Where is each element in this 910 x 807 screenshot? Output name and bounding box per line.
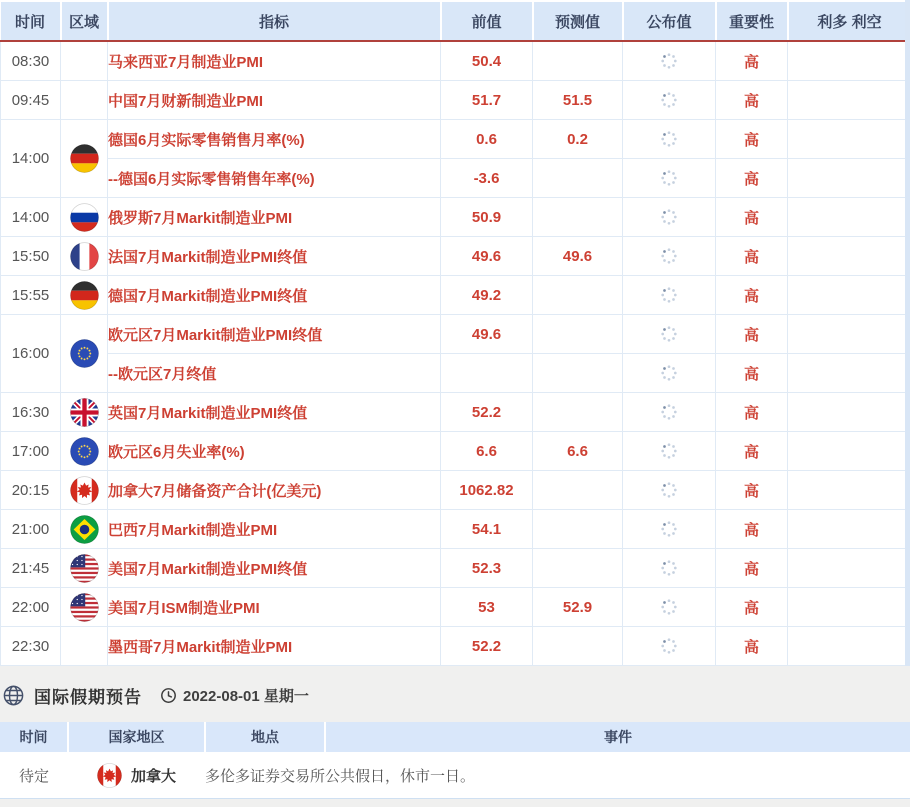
- loading-spinner-icon: [660, 598, 678, 616]
- hol-col-location: 地点: [205, 722, 325, 752]
- bull-bear-cell: [788, 237, 910, 276]
- published-value-cell: [623, 549, 716, 588]
- calendar-row: [1, 237, 910, 276]
- region-flag-cell: [61, 588, 108, 627]
- time-cell: 08:30: [1, 41, 61, 81]
- calendar-row: [1, 510, 910, 549]
- region-flag-cell: [61, 627, 108, 666]
- indicator-link[interactable]: 法国7月Markit制造业PMI终值: [108, 237, 441, 276]
- col-header-region: 区域: [61, 2, 108, 41]
- region-flag-cell: [61, 393, 108, 432]
- canada-flag-icon: [97, 763, 122, 788]
- importance-cell: 高: [716, 510, 788, 549]
- importance-cell: 高: [716, 159, 788, 198]
- forecast-value-cell: [533, 549, 623, 588]
- calendar-table: [0, 2, 910, 666]
- importance-cell: 高: [716, 81, 788, 120]
- indicator-link[interactable]: 美国7月ISM制造业PMI: [108, 588, 441, 627]
- published-value-cell: [623, 315, 716, 354]
- region-flag-cell: [61, 81, 108, 120]
- forecast-value-cell: 52.9: [533, 588, 623, 627]
- loading-spinner-icon: [660, 637, 678, 655]
- loading-spinner-icon: [660, 91, 678, 109]
- loading-spinner-icon: [660, 403, 678, 421]
- holiday-row: [0, 752, 910, 799]
- calendar-row: [1, 41, 910, 81]
- col-header-indicator: 指标: [108, 2, 441, 41]
- calendar-row: [1, 354, 910, 393]
- brazil-flag-icon: [70, 515, 99, 544]
- importance-cell: 高: [716, 588, 788, 627]
- bull-bear-cell: [788, 432, 910, 471]
- region-flag-cell: [61, 315, 108, 393]
- bull-bear-cell: [788, 315, 910, 354]
- importance-cell: 高: [716, 471, 788, 510]
- calendar-row: [1, 120, 910, 159]
- calendar-row: [1, 549, 910, 588]
- time-cell: 21:00: [1, 510, 61, 549]
- holiday-time-cell: 待定: [0, 752, 68, 799]
- bull-bear-cell: [788, 276, 910, 315]
- loading-spinner-icon: [660, 247, 678, 265]
- right-edge-strip: [905, 0, 910, 666]
- bull-bear-cell: [788, 198, 910, 237]
- uk-flag-icon: [70, 398, 99, 427]
- forecast-value-cell: [533, 41, 623, 81]
- hol-col-event: 事件: [325, 722, 910, 752]
- published-value-cell: [623, 471, 716, 510]
- calendar-row: [1, 81, 910, 120]
- holiday-country-name: 加拿大: [130, 767, 176, 785]
- col-header-time: 时间: [1, 2, 61, 41]
- calendar-row: [1, 159, 910, 198]
- published-value-cell: [623, 159, 716, 198]
- loading-spinner-icon: [660, 559, 678, 577]
- holiday-header-row: [0, 722, 910, 752]
- time-cell: 17:00: [1, 432, 61, 471]
- forecast-value-cell: [533, 159, 623, 198]
- holiday-section-header: [2, 680, 910, 710]
- indicator-link[interactable]: 墨西哥7月Markit制造业PMI: [108, 627, 441, 666]
- importance-cell: 高: [716, 198, 788, 237]
- calendar-header-row: [1, 2, 910, 41]
- bull-bear-cell: [788, 159, 910, 198]
- holiday-country-cell: [68, 752, 205, 799]
- indicator-link[interactable]: 德国6月实际零售销售月率(%): [108, 120, 441, 159]
- published-value-cell: [623, 432, 716, 471]
- calendar-row: [1, 198, 910, 237]
- previous-value-cell: 6.6: [441, 432, 533, 471]
- time-cell: 14:00: [1, 120, 61, 198]
- published-value-cell: [623, 627, 716, 666]
- previous-value-cell: 54.1: [441, 510, 533, 549]
- loading-spinner-icon: [660, 364, 678, 382]
- russia-flag-icon: [70, 203, 99, 232]
- holiday-location-cell: 多伦多证券交易所: [205, 752, 325, 799]
- indicator-link[interactable]: --欧元区7月终值: [108, 354, 441, 393]
- canada-flag-icon: [70, 476, 99, 505]
- bull-bear-cell: [788, 393, 910, 432]
- indicator-link[interactable]: 中国7月财新制造业PMI: [108, 81, 441, 120]
- loading-spinner-icon: [660, 520, 678, 538]
- region-flag-cell: [61, 237, 108, 276]
- time-cell: 16:30: [1, 393, 61, 432]
- bull-bear-cell: [788, 588, 910, 627]
- holiday-section-title: 国际假期预告: [34, 687, 142, 707]
- calendar-row: [1, 393, 910, 432]
- importance-cell: 高: [716, 315, 788, 354]
- forecast-value-cell: 51.5: [533, 81, 623, 120]
- col-header-published: 公布值: [623, 2, 716, 41]
- previous-value-cell: 50.9: [441, 198, 533, 237]
- region-flag-cell: [61, 510, 108, 549]
- indicator-link[interactable]: 欧元区7月Markit制造业PMI终值: [108, 315, 441, 354]
- time-cell: 15:50: [1, 237, 61, 276]
- time-cell: 15:55: [1, 276, 61, 315]
- time-cell: 16:00: [1, 315, 61, 393]
- time-cell: 22:30: [1, 627, 61, 666]
- loading-spinner-icon: [660, 208, 678, 226]
- calendar-row: [1, 432, 910, 471]
- germany-flag-icon: [70, 144, 99, 173]
- bull-bear-cell: [788, 510, 910, 549]
- importance-cell: 高: [716, 354, 788, 393]
- published-value-cell: [623, 393, 716, 432]
- region-flag-cell: [61, 432, 108, 471]
- importance-cell: 高: [716, 120, 788, 159]
- forecast-value-cell: 49.6: [533, 237, 623, 276]
- bull-bear-cell: [788, 120, 910, 159]
- indicator-link[interactable]: 欧元区6月失业率(%): [108, 432, 441, 471]
- col-header-importance: 重要性: [716, 2, 788, 41]
- indicator-link[interactable]: 美国7月Markit制造业PMI终值: [108, 549, 441, 588]
- loading-spinner-icon: [660, 130, 678, 148]
- forecast-value-cell: [533, 471, 623, 510]
- previous-value-cell: 49.2: [441, 276, 533, 315]
- forecast-value-cell: [533, 354, 623, 393]
- loading-spinner-icon: [660, 169, 678, 187]
- time-cell: 21:45: [1, 549, 61, 588]
- calendar-row: [1, 471, 910, 510]
- holiday-event-cell: 公共假日，休市一日。: [325, 752, 910, 799]
- forecast-value-cell: 0.2: [533, 120, 623, 159]
- eu-flag-icon: [70, 437, 99, 466]
- published-value-cell: [623, 120, 716, 159]
- clock-icon: [160, 687, 177, 704]
- time-cell: 22:00: [1, 588, 61, 627]
- col-header-previous: 前值: [441, 2, 533, 41]
- bull-bear-cell: [788, 549, 910, 588]
- importance-cell: 高: [716, 393, 788, 432]
- indicator-link[interactable]: 英国7月Markit制造业PMI终值: [108, 393, 441, 432]
- previous-value-cell: [441, 354, 533, 393]
- previous-value-cell: 50.4: [441, 41, 533, 81]
- previous-value-cell: 1062.82: [441, 471, 533, 510]
- time-cell: 14:00: [1, 198, 61, 237]
- forecast-value-cell: [533, 510, 623, 549]
- holiday-date: 2022-08-01 星期一: [183, 687, 309, 705]
- region-flag-cell: [61, 276, 108, 315]
- published-value-cell: [623, 41, 716, 81]
- importance-cell: 高: [716, 549, 788, 588]
- bull-bear-cell: [788, 354, 910, 393]
- forecast-value-cell: [533, 198, 623, 237]
- published-value-cell: [623, 354, 716, 393]
- eu-flag-icon: [70, 339, 99, 368]
- usa-flag-icon: [70, 554, 99, 583]
- france-flag-icon: [70, 242, 99, 271]
- importance-cell: 高: [716, 627, 788, 666]
- forecast-value-cell: [533, 393, 623, 432]
- bull-bear-cell: [788, 471, 910, 510]
- calendar-row: [1, 276, 910, 315]
- usa-flag-icon: [70, 593, 99, 622]
- published-value-cell: [623, 237, 716, 276]
- previous-value-cell: 49.6: [441, 315, 533, 354]
- indicator-link[interactable]: 马来西亚7月制造业PMI: [108, 41, 441, 81]
- hol-col-time: 时间: [0, 722, 68, 752]
- forecast-value-cell: [533, 276, 623, 315]
- forecast-value-cell: 6.6: [533, 432, 623, 471]
- holiday-table: [0, 722, 910, 799]
- importance-cell: 高: [716, 41, 788, 81]
- hol-col-country: 国家地区: [68, 722, 205, 752]
- published-value-cell: [623, 276, 716, 315]
- region-flag-cell: [61, 41, 108, 81]
- previous-value-cell: -3.6: [441, 159, 533, 198]
- indicator-link[interactable]: 俄罗斯7月Markit制造业PMI: [108, 198, 441, 237]
- loading-spinner-icon: [660, 52, 678, 70]
- published-value-cell: [623, 81, 716, 120]
- globe-icon: [2, 684, 25, 707]
- time-cell: 09:45: [1, 81, 61, 120]
- time-cell: 20:15: [1, 471, 61, 510]
- published-value-cell: [623, 198, 716, 237]
- loading-spinner-icon: [660, 481, 678, 499]
- indicator-link[interactable]: 加拿大7月储备资产合计(亿美元): [108, 471, 441, 510]
- calendar-row: [1, 627, 910, 666]
- indicator-link[interactable]: 巴西7月Markit制造业PMI: [108, 510, 441, 549]
- importance-cell: 高: [716, 276, 788, 315]
- previous-value-cell: 52.2: [441, 393, 533, 432]
- indicator-link[interactable]: 德国7月Markit制造业PMI终值: [108, 276, 441, 315]
- region-flag-cell: [61, 549, 108, 588]
- previous-value-cell: 53: [441, 588, 533, 627]
- bull-bear-cell: [788, 41, 910, 81]
- germany-flag-icon: [70, 281, 99, 310]
- published-value-cell: [623, 588, 716, 627]
- col-header-forecast: 预测值: [533, 2, 623, 41]
- importance-cell: 高: [716, 237, 788, 276]
- region-flag-cell: [61, 120, 108, 198]
- forecast-value-cell: [533, 627, 623, 666]
- bull-bear-cell: [788, 627, 910, 666]
- previous-value-cell: 0.6: [441, 120, 533, 159]
- calendar-row: [1, 315, 910, 354]
- previous-value-cell: 52.3: [441, 549, 533, 588]
- published-value-cell: [623, 510, 716, 549]
- forecast-value-cell: [533, 315, 623, 354]
- bull-bear-cell: [788, 81, 910, 120]
- calendar-row: [1, 588, 910, 627]
- holiday-section: [0, 666, 910, 807]
- loading-spinner-icon: [660, 286, 678, 304]
- previous-value-cell: 51.7: [441, 81, 533, 120]
- region-flag-cell: [61, 471, 108, 510]
- previous-value-cell: 52.2: [441, 627, 533, 666]
- region-flag-cell: [61, 198, 108, 237]
- loading-spinner-icon: [660, 442, 678, 460]
- loading-spinner-icon: [660, 325, 678, 343]
- previous-value-cell: 49.6: [441, 237, 533, 276]
- importance-cell: 高: [716, 432, 788, 471]
- indicator-link[interactable]: --德国6月实际零售销售年率(%): [108, 159, 441, 198]
- col-header-bull-bear: 利多 利空: [788, 2, 910, 41]
